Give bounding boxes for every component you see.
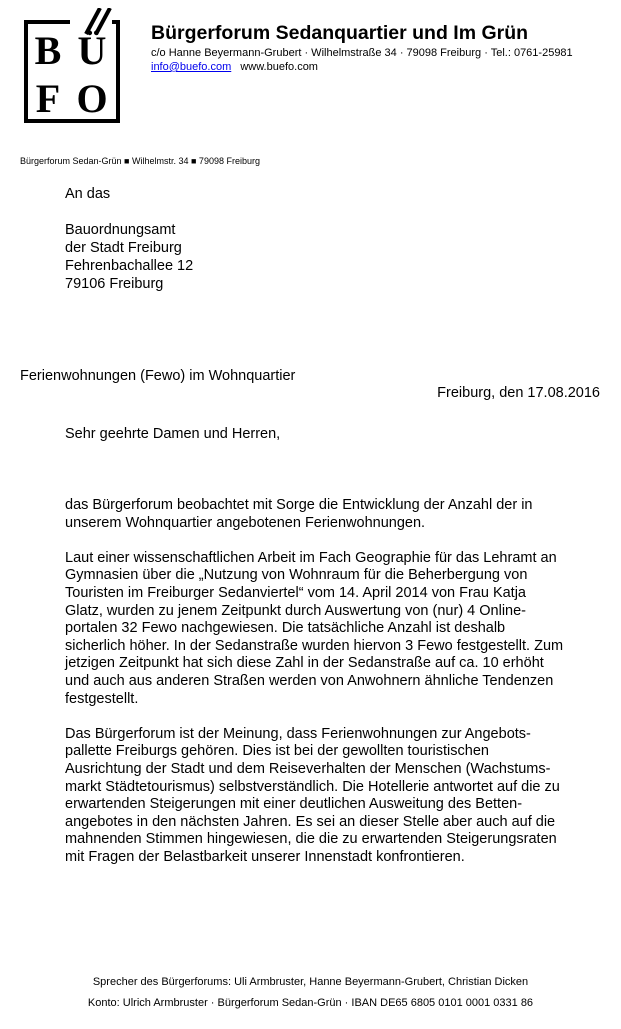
text-line: und auch aus anderen Straßen werden von Anwohnern ähnliche Tendenzen bbox=[65, 672, 554, 689]
text-line: mahnenden Stimmen hingewiesen, die die zu erwartenden Steigerungsraten bbox=[65, 831, 557, 848]
letter-date: Freiburg, den 17.08.2016 bbox=[437, 385, 600, 401]
logo-letter: Ü bbox=[77, 28, 107, 73]
text-line: festgestellt. bbox=[65, 690, 139, 707]
text-line: angebotes in den nächsten Jahren. Es sei an dieser Stelle aber auch auf die bbox=[65, 813, 556, 830]
text-line: erwartenden Steigerungen mit einer deutlichen Ausweitung des Betten- bbox=[65, 796, 523, 813]
paragraph bbox=[65, 550, 610, 708]
website-text: www.buefo.com bbox=[240, 61, 318, 73]
paragraph bbox=[65, 497, 610, 532]
text-line: Gymnasien über die „Nutzung von Wohnraum für die Beherbergung von bbox=[65, 567, 528, 584]
recipient-line: Fehrenbachallee 12 bbox=[65, 258, 194, 274]
text-line: jetzigen Zeitpunkt hat sich diese Zahl in der Sedanstraße auf ca. 10 erhöht bbox=[65, 655, 544, 672]
organization-contact bbox=[151, 61, 318, 73]
organization-address: c/o Hanne Beyermann-Grubert · Wilhelmstraße 34 · 79098 Freiburg · Tel.: 0761-25981 bbox=[151, 47, 573, 59]
text-line: Touristen im Freiburger Sedanviertel“ vom 14. April 2014 von Frau Katja bbox=[65, 584, 526, 601]
bufo-logo bbox=[24, 8, 134, 123]
text-line: unserem Wohnquartier angebotenen Ferienwohnungen. bbox=[65, 514, 426, 531]
text-line: Laut einer wissenschaftlichen Arbeit im Fach Geographie für das Lehramt an bbox=[65, 549, 557, 566]
organization-title: Bürgerforum Sedanquartier und Im Grün bbox=[151, 22, 529, 44]
letter-body bbox=[65, 497, 610, 884]
text-line: Ausrichtung der Stadt und dem Reiseverhalten der Menschen (Wachstums- bbox=[65, 760, 551, 777]
recipient-line: 79106 Freiburg bbox=[65, 276, 164, 292]
recipient-line: der Stadt Freiburg bbox=[65, 240, 182, 256]
text-line: pallette Freiburgs gehören. Dies ist bei der gewollten touristischen bbox=[65, 743, 489, 760]
paragraph bbox=[65, 726, 610, 867]
text-line: Glatz, wurden zu jenem Zeitpunkt durch Auswertung von (nur) 4 Online- bbox=[65, 602, 527, 619]
letter-subject: Ferienwohnungen (Fewo) im Wohnquartier bbox=[20, 368, 296, 384]
footer-bank-account: Konto: Ulrich Armbruster · Bürgerforum Sedan-Grün · IBAN DE65 6805 0101 0001 0331 86 bbox=[87, 997, 534, 1009]
text-line: sicherlich höher. In der Sedanstraße wurden hiervon 3 Fewo festgestellt. Zum bbox=[65, 637, 564, 654]
logo-letter: B bbox=[34, 28, 62, 73]
footer-speakers: Sprecher des Bürgerforums: Uli Armbruster, Hanne Beyermann-Grubert, Christian Dicken bbox=[92, 976, 529, 988]
text-line: Das Bürgerforum ist der Meinung, dass Ferienwohnungen zur Angebots- bbox=[65, 725, 531, 742]
logo-letter: O bbox=[76, 76, 108, 121]
text-line: das Bürgerforum beobachtet mit Sorge die Entwicklung der Anzahl der in bbox=[65, 497, 533, 513]
text-line: markt Städtetourismus) selbstverständlich. Die Hotellerie antwortet auf die zu bbox=[65, 778, 560, 795]
recipient-block bbox=[65, 185, 193, 293]
return-address: Bürgerforum Sedan-Grün ■ Wilhelmstr. 34 ■ 79098 Freiburg bbox=[20, 156, 260, 166]
text-line: portalen 32 Fewo nachgewiesen. Die tatsächliche Anzahl ist deshalb bbox=[65, 620, 506, 637]
email-link[interactable]: info@buefo.com bbox=[151, 61, 232, 73]
logo-letter: F bbox=[35, 76, 61, 121]
salutation: Sehr geehrte Damen und Herren, bbox=[65, 426, 281, 442]
recipient-line: Bauordnungsamt bbox=[65, 222, 176, 238]
text-line: mit Fragen der Belastbarkeit unserer Innenstadt konfrontieren. bbox=[65, 848, 465, 865]
recipient-line: An das bbox=[65, 186, 111, 202]
